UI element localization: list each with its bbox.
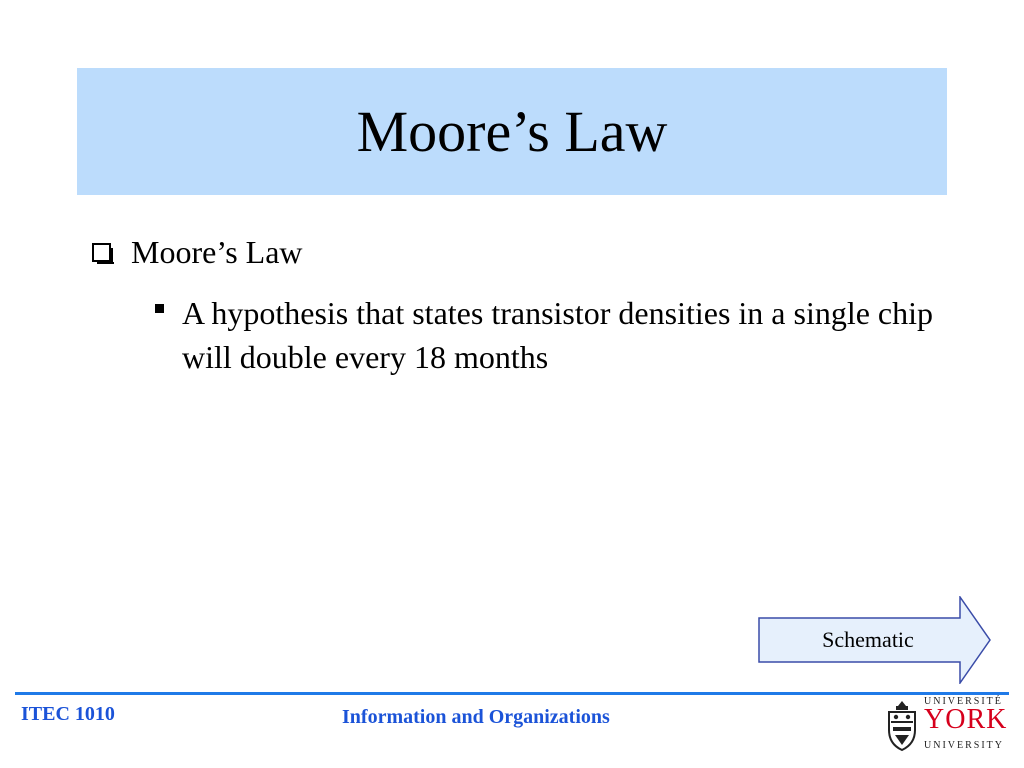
footer-course-title: Information and Organizations xyxy=(342,706,610,728)
footer-divider xyxy=(15,692,1009,695)
york-university-logo xyxy=(884,696,1010,756)
schematic-button-label: Schematic xyxy=(822,627,914,652)
logo-top-text: UNIVERSITÉ xyxy=(924,696,1003,707)
footer-course-code: ITEC 1010 xyxy=(21,703,115,725)
checkbox-bullet-icon xyxy=(92,243,111,262)
logo-bottom-text: UNIVERSITY xyxy=(924,740,1004,751)
crest-icon xyxy=(884,700,920,752)
logo-main-text: YORK xyxy=(924,704,1008,735)
bullet-level-1 xyxy=(92,234,303,271)
slide-title: Moore’s Law xyxy=(356,98,668,164)
bullet-level-2 xyxy=(155,291,955,379)
title-band xyxy=(77,68,947,195)
bullet-level-1-text: Moore’s Law xyxy=(131,234,303,270)
schematic-button[interactable] xyxy=(758,596,992,684)
bullet-level-2-text: A hypothesis that states transistor densities in a single chip will double every 18 months xyxy=(182,295,934,375)
square-bullet-icon xyxy=(155,304,164,313)
